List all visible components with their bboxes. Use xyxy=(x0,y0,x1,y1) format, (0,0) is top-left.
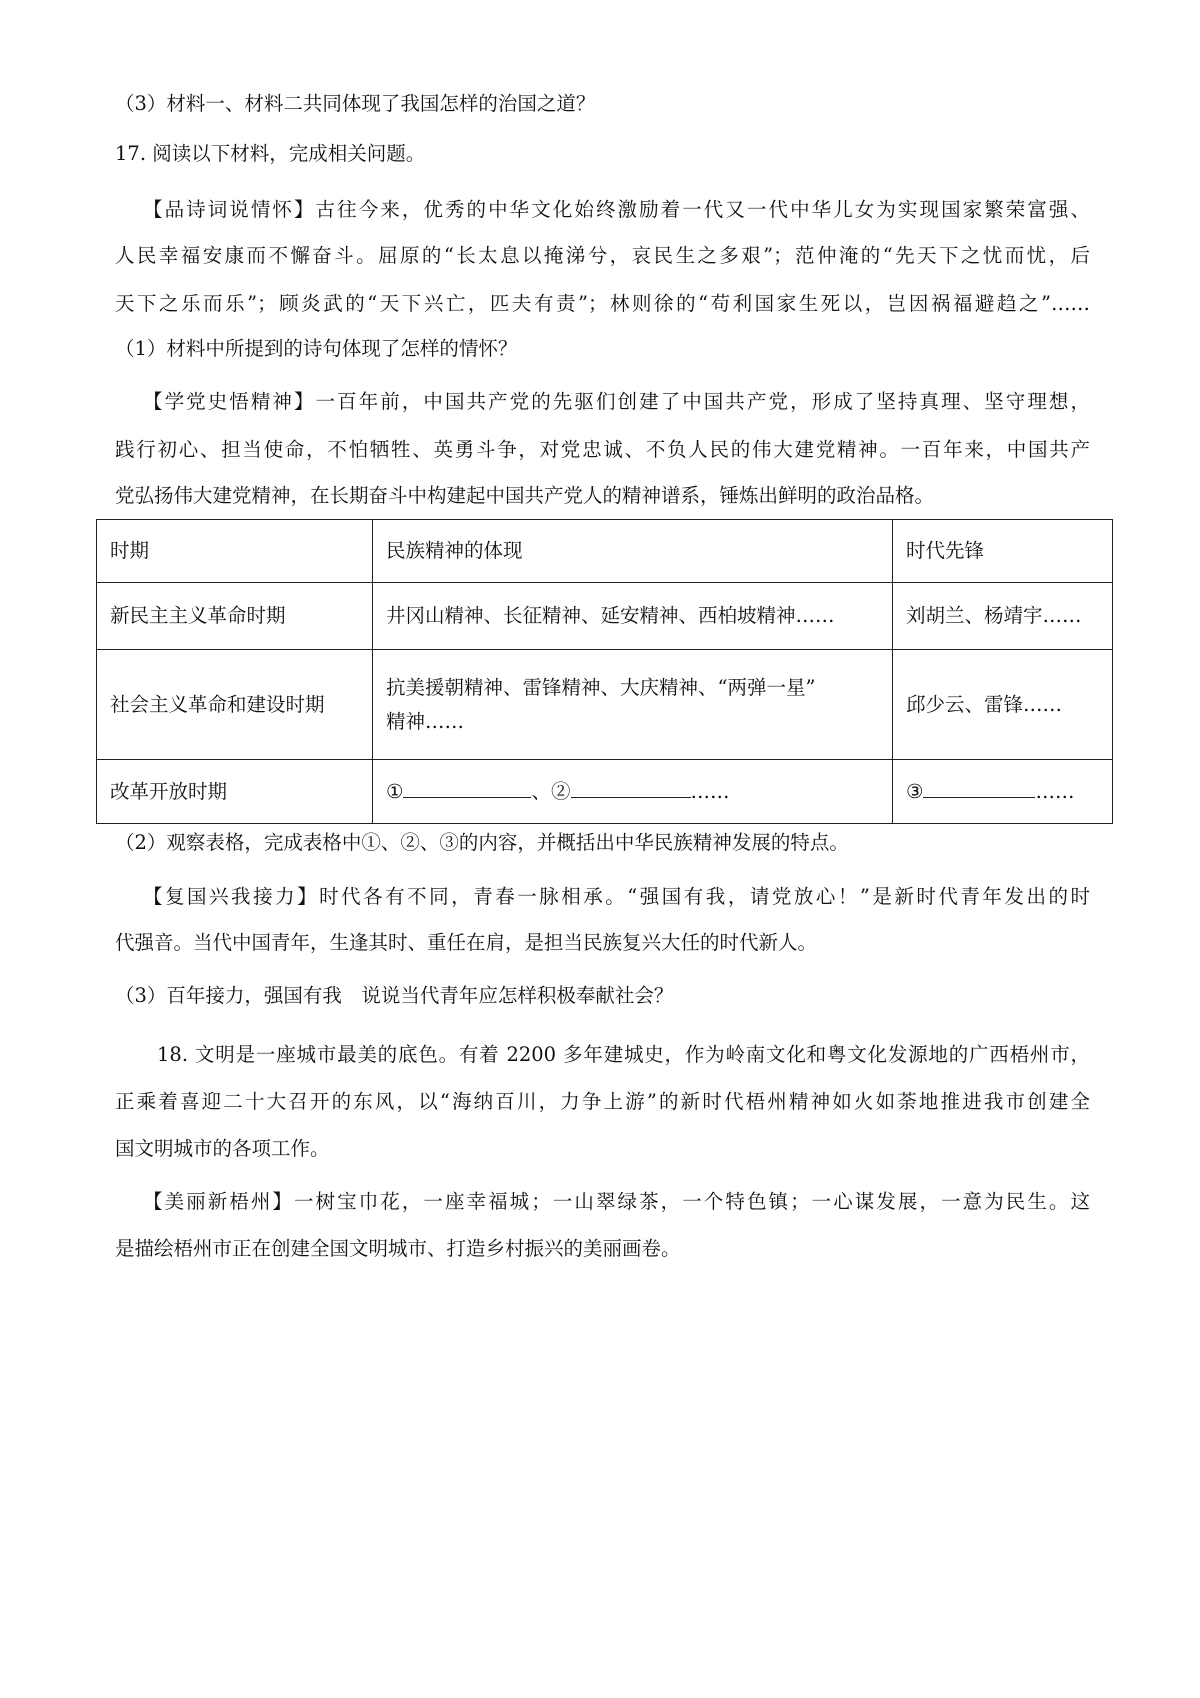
material-poetry-line-3: 天下之乐而乐”；顾炎武的“天下兴亡，匹夫有责”；林则徐的“苟利国家生死以，岂因祸福避趋之”…… xyxy=(115,292,1090,315)
question-17-1: （1）材料中所提到的诗句体现了怎样的情怀？ xyxy=(115,337,518,360)
table-cell-spirit-blanks xyxy=(373,760,893,824)
table-cell-period: 改革开放时期 xyxy=(97,760,373,824)
table-cell-period: 社会主义革命和建设时期 xyxy=(97,650,373,760)
answer-blank-3[interactable] xyxy=(923,775,1035,798)
question-18-line-3: 国文明城市的各项工作。 xyxy=(115,1137,330,1160)
material-wuzhou-line-2: 是描绘梧州市正在创建全国文明城市、打造乡村振兴的美丽画卷。 xyxy=(115,1237,681,1260)
table-cell-pioneer: 刘胡兰、杨靖宇…… xyxy=(893,583,1113,650)
table-header-pioneer: 时代先锋 xyxy=(893,520,1113,583)
material-party-history-line-2: 践行初心、担当使命，不怕牺牲、英勇斗争，对党忠诚、不负人民的伟大建党精神。一百年来，中国共产 xyxy=(115,438,1090,461)
material-poetry-line-1: 【品诗词说情怀】古往今来，优秀的中华文化始终激励着一代又一代中华儿女为实现国家繁荣富强、 xyxy=(143,198,1090,221)
material-party-history-line-3: 党弘扬伟大建党精神，在长期奋斗中构建起中国共产党人的精神谱系，锤炼出鲜明的政治品格。 xyxy=(115,484,935,507)
table-row xyxy=(97,583,1113,650)
table-row xyxy=(97,760,1113,824)
table-cell-spirit-line-1: 抗美援朝精神、雷锋精神、大庆精神、“两弹一星” xyxy=(386,675,816,699)
answer-blank-2[interactable] xyxy=(571,775,691,798)
material-relay-line-1: 【复国兴我接力】时代各有不同，青春一脉相承。“强国有我，请党放心！”是新时代青年发出的时 xyxy=(143,885,1090,908)
table-cell-pioneer-blank xyxy=(893,760,1113,824)
table-header-period: 时期 xyxy=(97,520,373,583)
question-16-3: （3）材料一、材料二共同体现了我国怎样的治国之道？ xyxy=(115,92,596,115)
material-poetry-line-2: 人民幸福安康而不懈奋斗。屈原的“长太息以掩涕兮，哀民生之多艰”；范仲淹的“先天下之忧而忧，后 xyxy=(115,244,1090,267)
material-relay-line-2: 代强音。当代中国青年，生逢其时、重任在肩，是担当民族复兴大任的时代新人。 xyxy=(115,931,818,954)
blank-separator: 、② xyxy=(531,779,571,803)
table-header-spirit: 民族精神的体现 xyxy=(373,520,893,583)
table-cell-spirit-line-2: 精神…… xyxy=(386,709,465,733)
table-row xyxy=(97,650,1113,760)
national-spirit-table xyxy=(96,519,1113,824)
material-party-history-line-1: 【学党史悟精神】一百年前，中国共产党的先驱们创建了中国共产党，形成了坚持真理、坚守理想， xyxy=(143,390,1090,413)
question-17-title: 17. 阅读以下材料，完成相关问题。 xyxy=(115,142,426,165)
material-wuzhou-line-1: 【美丽新梧州】一树宝巾花，一座幸福城；一山翠绿茶，一个特色镇；一心谋发展，一意为民生。这 xyxy=(143,1190,1090,1213)
blank-marker-3: ③ xyxy=(906,779,924,803)
question-18-line-2: 正乘着喜迎二十大召开的东风，以“海纳百川，力争上游”的新时代梧州精神如火如荼地推进我市创建全 xyxy=(115,1090,1090,1113)
blank-marker-1: ① xyxy=(386,779,404,803)
ellipsis: …… xyxy=(1035,779,1075,803)
question-17-3: （3）百年接力，强国有我 说说当代青年应怎样积极奉献社会？ xyxy=(115,984,674,1007)
table-cell-period: 新民主主义革命时期 xyxy=(97,583,373,650)
table-cell-pioneer: 邱少云、雷锋…… xyxy=(893,650,1113,760)
table-cell-spirit: 井冈山精神、长征精神、延安精神、西柏坡精神…… xyxy=(373,583,893,650)
question-18-line-1: 18. 文明是一座城市最美的底色。有着 2200 多年建城史，作为岭南文化和粤文化发源地的广西梧州市， xyxy=(157,1043,1090,1066)
answer-blank-1[interactable] xyxy=(403,775,531,798)
table-cell-spirit xyxy=(373,650,893,760)
question-17-2: （2）观察表格，完成表格中①、②、③的内容，并概括出中华民族精神发展的特点。 xyxy=(115,831,849,854)
table-header-row xyxy=(97,520,1113,583)
ellipsis: …… xyxy=(690,779,730,803)
